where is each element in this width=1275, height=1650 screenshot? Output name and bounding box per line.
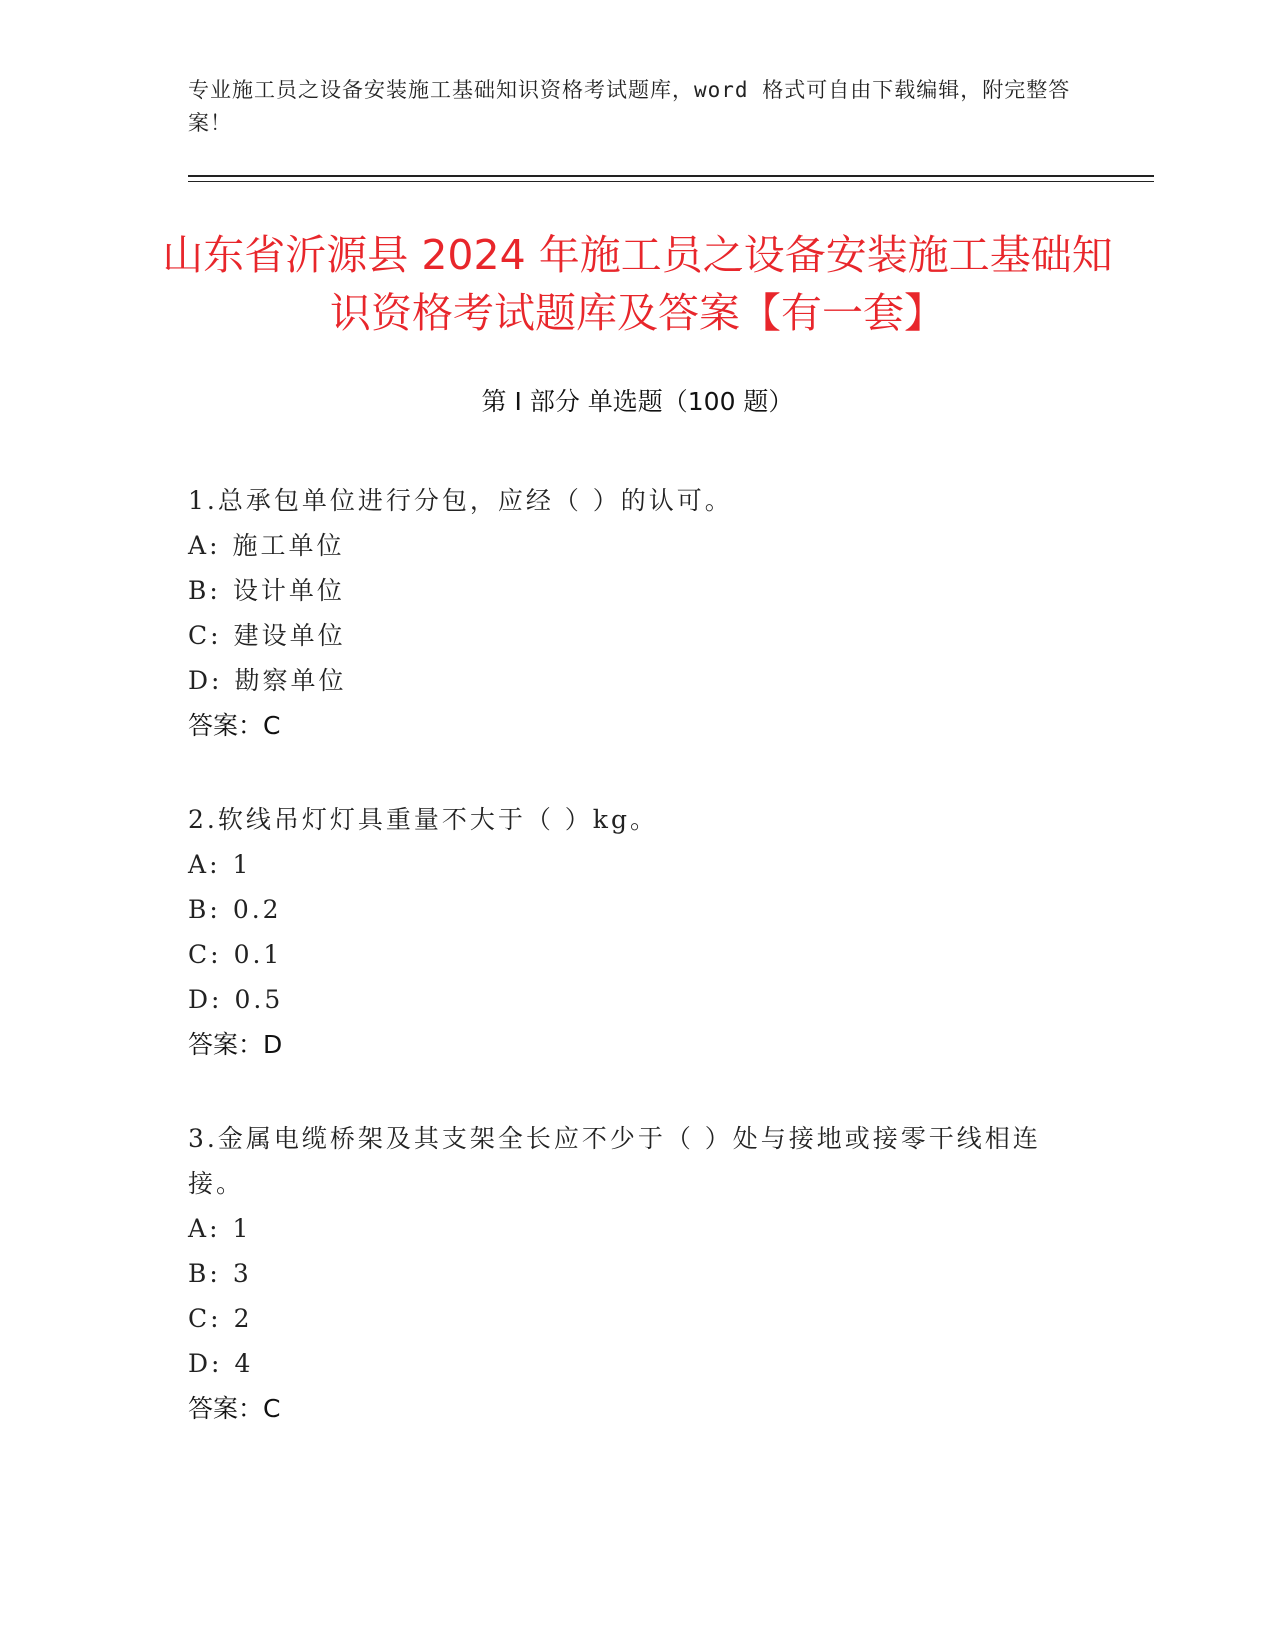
option-a [188, 1206, 1088, 1251]
option-key: C [188, 940, 211, 969]
option-key: A [188, 850, 210, 879]
option-c [188, 613, 1088, 658]
option-key: D [188, 1349, 212, 1378]
option-d [188, 658, 1088, 703]
option-b [188, 887, 1088, 932]
header-divider-thick [188, 175, 1154, 177]
option-d [188, 977, 1088, 1022]
option-separator: : [209, 895, 221, 924]
answer-value: D [263, 1030, 283, 1059]
option-separator: : [209, 850, 221, 879]
option-text: 2 [233, 1304, 253, 1333]
answer-label: 答案： [188, 711, 264, 740]
option-text: 0.1 [233, 940, 283, 969]
header-note: 专业施工员之设备安装施工基础知识资格考试题库，word 格式可自由下载编辑，附完整答案！ [188, 78, 1071, 135]
option-d [188, 1341, 1088, 1386]
option-separator: : [210, 1304, 222, 1333]
option-key: B [188, 1259, 210, 1288]
option-text: 1 [232, 1214, 252, 1243]
option-text: 设计单位 [232, 576, 345, 605]
option-a [188, 842, 1088, 887]
option-text: 4 [234, 1349, 254, 1378]
option-text: 建设单位 [233, 621, 346, 650]
question-2 [188, 797, 1088, 1067]
answer [188, 1386, 1088, 1431]
option-key: C [188, 1304, 211, 1333]
option-key: B [188, 895, 210, 924]
question-stem: 2.软线吊灯灯具重量不大于（ ）kg。 [188, 805, 658, 834]
header-divider-thin [188, 181, 1154, 182]
answer-value: C [263, 711, 281, 740]
option-separator: : [211, 985, 223, 1014]
option-separator: : [211, 1349, 223, 1378]
option-text: 0.2 [232, 895, 282, 924]
option-separator: : [210, 940, 222, 969]
option-key: A [188, 531, 210, 560]
option-key: C [188, 621, 211, 650]
option-key: D [188, 985, 212, 1014]
option-separator: : [210, 621, 222, 650]
question-1 [188, 478, 1088, 748]
answer-value: C [263, 1394, 281, 1423]
document-title: 山东省沂源县 2024 年施工员之设备安装施工基础知识资格考试题库及答案【有一套】 [162, 231, 1113, 337]
option-a [188, 523, 1088, 568]
answer [188, 1022, 1088, 1067]
option-text: 1 [232, 850, 252, 879]
question-3 [188, 1116, 1088, 1431]
option-text: 3 [232, 1259, 252, 1288]
option-c [188, 1296, 1088, 1341]
option-text: 0.5 [234, 985, 284, 1014]
option-key: B [188, 576, 210, 605]
answer-label: 答案： [188, 1394, 264, 1423]
option-text: 勘察单位 [234, 666, 347, 695]
section-heading: 第 I 部分 单选题（100 题） [481, 387, 794, 416]
question-stem: 1.总承包单位进行分包，应经（ ）的认可。 [188, 486, 733, 515]
option-text: 施工单位 [232, 531, 345, 560]
option-separator: : [209, 1259, 221, 1288]
option-key: D [188, 666, 212, 695]
option-b [188, 1251, 1088, 1296]
option-separator: : [211, 666, 223, 695]
option-separator: : [209, 531, 221, 560]
answer-label: 答案： [188, 1030, 264, 1059]
option-separator: : [209, 1214, 221, 1243]
question-stem: 3.金属电缆桥架及其支架全长应不少于（ ）处与接地或接零干线相连接。 [188, 1124, 1041, 1198]
option-key: A [188, 1214, 210, 1243]
option-c [188, 932, 1088, 977]
answer [188, 703, 1088, 748]
option-b [188, 568, 1088, 613]
option-separator: : [209, 576, 221, 605]
